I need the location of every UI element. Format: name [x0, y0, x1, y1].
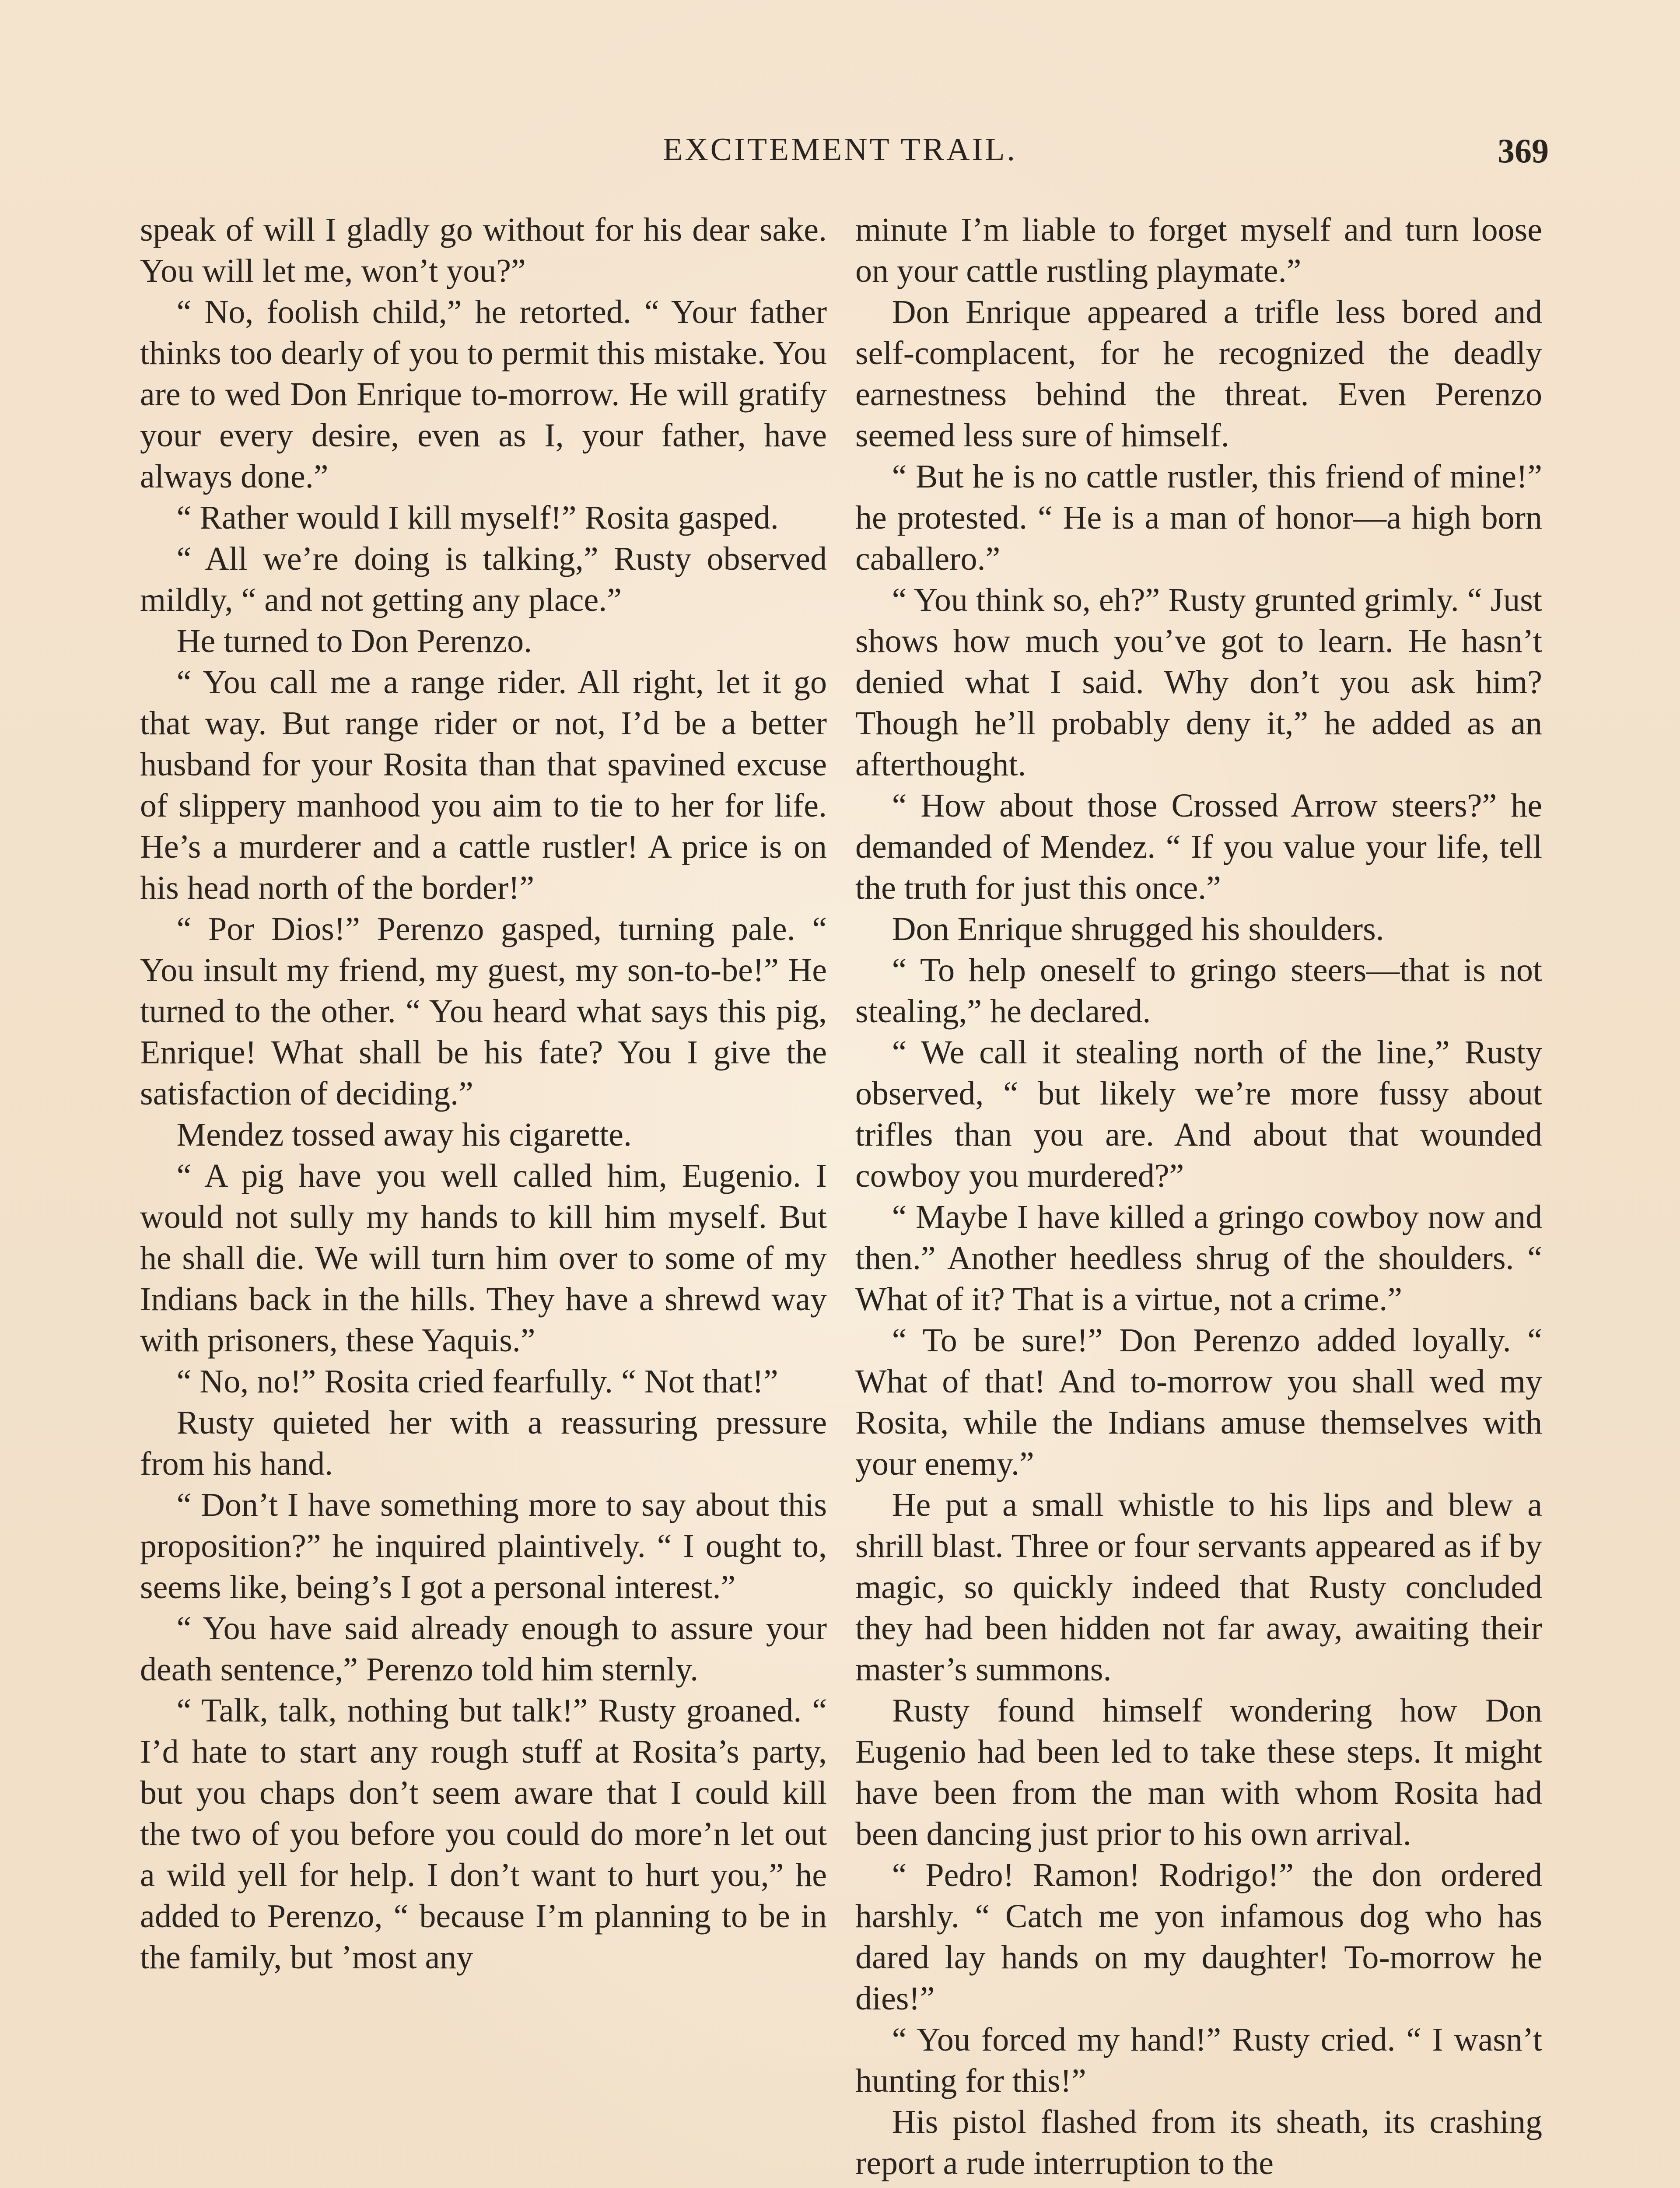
paragraph: “ We call it stealing north of the line,” Rusty observed, “ but likely we’re more fussy about trifles than you are. And about that wounded cowboy you murdered?”	[855, 1034, 1542, 1194]
paragraph: “ Por Dios!” Perenzo gasped, turning pale. “ You insult my friend, my guest, my son-to-be!” He turned to the other. “ You heard what says this pig, Enrique! What shall be his fate? You I give the satisfaction of deciding.”	[140, 911, 827, 1112]
paragraph: He turned to Don Perenzo.	[176, 623, 532, 659]
paragraph: “ Maybe I have killed a gringo cowboy now and then.” Another heedless shrug of the shoulders. “ What of it? That is a virtue, not a crime.”	[855, 1199, 1542, 1318]
paragraph: “ No, no!” Rosita cried fearfully. “ Not that!”	[176, 1363, 778, 1400]
paragraph: “ How about those Crossed Arrow steers?” he demanded of Mendez. “ If you value your life, tell the truth for just this once.”	[855, 787, 1542, 906]
page-number: 369	[1498, 132, 1549, 170]
paragraph: “ Rather would I kill myself!” Rosita gasped.	[176, 499, 779, 536]
paragraph: “ You think so, eh?” Rusty grunted grimly. “ Just shows how much you’ve got to learn. He hasn’t denied what I said. Why don’t you ask him? Though he’ll probably deny it,” he added as an afterthought.	[855, 582, 1542, 783]
paragraph: “ Talk, talk, nothing but talk!” Rusty groaned. “ I’d hate to start any rough stuff at Rosita’s party, but you chaps don’t seem aware that I could kill the two of you before you could do more’n let out a wild yell for help. I don’t want to hurt you,” he added to Perenzo, “ because I’m planning to be in the family, but ’most any	[140, 1692, 827, 1976]
paragraph: Mendez tossed away his cigarette.	[176, 1116, 632, 1153]
paragraph: “ All we’re doing is talking,” Rusty observed mildly, “ and not getting any place.”	[140, 540, 827, 618]
paragraph: “ You call me a range rider. All right, let it go that way. But range rider or not, I’d be a better husband for your Rosita than that spavined excuse of slippery manhood you aim to tie to her for life. He’s a murderer and a cattle rustler! A price is on his head north of the border!”	[140, 664, 827, 906]
running-header	[131, 131, 1549, 179]
left-text-column	[140, 209, 827, 1978]
right-text-column	[855, 209, 1542, 2184]
paragraph: He put a small whistle to his lips and blew a shrill blast. Three or four servants appeared as if by magic, so quickly indeed that Rusty concluded they had been hidden not far away, awaiting their master’s summons.	[855, 1487, 1542, 1688]
paragraph: Don Enrique appeared a trifle less bored and self-complacent, for he recognized the deadly earnestness behind the threat. Even Perenzo seemed less sure of himself.	[855, 294, 1542, 454]
paragraph: His pistol flashed from its sheath, its crashing report a rude interruption to the	[855, 2104, 1542, 2181]
paragraph: “ Pedro! Ramon! Rodrigo!” the don ordered harshly. “ Catch me yon infamous dog who has dared lay hands on my daughter! To-morrow he dies!”	[855, 1857, 1542, 2017]
paragraph: “ To help oneself to gringo steers—that is not stealing,” he declared.	[855, 952, 1542, 1030]
paragraph: Don Enrique shrugged his shoulders.	[892, 911, 1384, 947]
paragraph: “ To be sure!” Don Perenzo added loyally. “ What of that! And to-morrow you shall wed my Rosita, while the Indians amuse themselves with your enemy.”	[855, 1322, 1542, 1482]
paragraph: “ A pig have you well called him, Eugenio. I would not sully my hands to kill him myself. But he shall die. We will turn him over to some of my Indians back in the hills. They have a shrewd way with prisoners, these Yaquis.”	[140, 1157, 827, 1359]
paragraph: “ But he is no cattle rustler, this friend of mine!” he protested. “ He is a man of honor—a high born caballero.”	[855, 458, 1542, 577]
paragraph: “ Don’t I have something more to say about this proposition?” he inquired plaintively. “ I ought to, seems like, being’s I got a personal interest.”	[140, 1487, 827, 1606]
paragraph: Rusty quieted her with a reassuring pressure from his hand.	[140, 1404, 827, 1482]
running-title: EXCITEMENT TRAIL.	[663, 132, 1017, 168]
paragraph: Rusty found himself wondering how Don Eugenio had been led to take these steps. It might have been from the man with whom Rosita had been dancing just prior to his own arrival.	[855, 1692, 1542, 1852]
paragraph: “ No, foolish child,” he retorted. “ Your father thinks too dearly of you to permit this mistake. You are to wed Don Enrique to-morrow. He will gratify your every desire, even as I, your father, have always done.”	[140, 294, 827, 495]
paragraph: “ You forced my hand!” Rusty cried. “ I wasn’t hunting for this!”	[855, 2021, 1542, 2099]
paragraph: speak of will I gladly go without for his dear sake. You will let me, won’t you?”	[140, 211, 827, 289]
paragraph: “ You have said already enough to assure your death sentence,” Perenzo told him sternly.	[140, 1610, 827, 1688]
paragraph: minute I’m liable to forget myself and turn loose on your cattle rustling playmate.”	[855, 211, 1542, 289]
